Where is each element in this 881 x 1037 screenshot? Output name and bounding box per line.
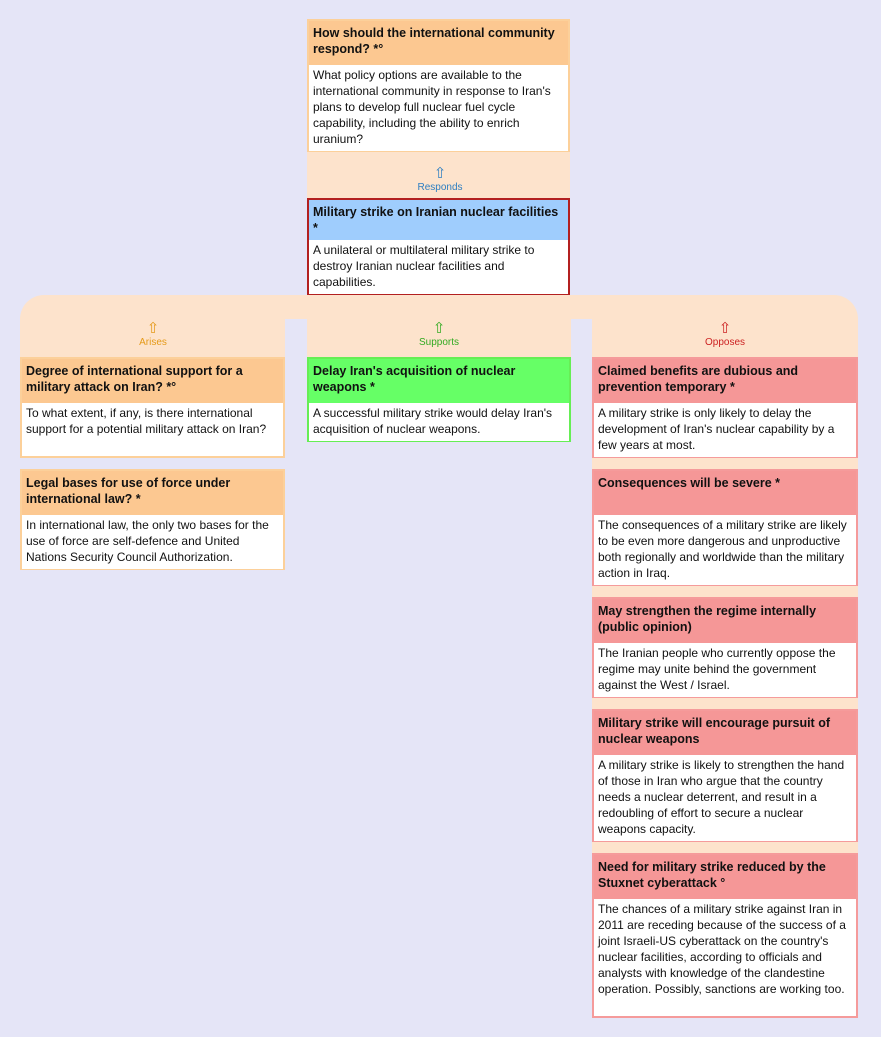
opposes-node-description: The consequences of a military strike are likely to be even more dangerous and unproductive both regionally and worldwide than the military action in Iraq.: [594, 515, 856, 585]
opposes-node-title: Military strike will encourage pursuit of nuclear weapons: [594, 711, 856, 755]
opposes-node-description: A military strike is only likely to delay the development of Iran's nuclear capability by a few years at most.: [594, 403, 856, 457]
root-question-title: How should the international community respond? *°: [309, 21, 568, 65]
responds-link: [390, 166, 490, 194]
up-arrow-icon: ⇧: [433, 165, 447, 182]
supports-label: Supports: [418, 337, 460, 348]
opposes-node-title: Need for military strike reduced by the Stuxnet cyberattack °: [594, 855, 856, 899]
opposes-node-title: Consequences will be severe *: [594, 471, 856, 515]
opposes-node[interactable]: [592, 597, 858, 698]
responds-label: Responds: [417, 182, 463, 193]
opposes-label: Opposes: [704, 337, 746, 348]
up-arrow-icon: ⇧: [146, 320, 160, 337]
up-arrow-icon: ⇧: [432, 320, 446, 337]
opposes-gap: [592, 456, 858, 470]
supports-node[interactable]: [307, 357, 571, 442]
arises-label: Arises: [139, 337, 167, 348]
opposes-node-title: May strengthen the regime internally (public opinion): [594, 599, 856, 643]
opposes-gap: [592, 584, 858, 598]
arises-node-description: In international law, the only two bases for the use of force are self-defence and United Nations Security Council Authorization.: [22, 515, 283, 569]
focus-title: Military strike on Iranian nuclear facilities *: [309, 200, 568, 240]
opposes-node[interactable]: [592, 853, 858, 1018]
branch-connector-band: [20, 295, 858, 319]
arises-link: [103, 321, 203, 349]
opposes-node-description: The chances of a military strike against Iran in 2011 are receding because of the success of a joint Israeli-US cyberattack on the country's nuclear facilities, according to officials and analysts with knowledge of the clandestine operation. Possibly, sanctions are working too.: [594, 899, 856, 1001]
opposes-node-description: The Iranian people who currently oppose the regime may unite behind the government against the West / Israel.: [594, 643, 856, 697]
arises-node-title: Legal bases for use of force under international law? *: [22, 471, 283, 515]
root-question-node[interactable]: [307, 19, 570, 152]
supports-node-title: Delay Iran's acquisition of nuclear weapons *: [309, 359, 569, 403]
arises-node[interactable]: [20, 469, 285, 570]
opposes-node-description: A military strike is likely to strengthen the hand of those in Iran who argue that the country needs a nuclear deterrent, and result in a redoubling of effort to secure a nuclear weapons capacity.: [594, 755, 856, 841]
supports-node-description: A successful military strike would delay Iran's acquisition of nuclear weapons.: [309, 403, 569, 441]
arises-node-description: To what extent, if any, is there international support for a potential military attack on Iran?: [22, 403, 283, 441]
opposes-node[interactable]: [592, 357, 858, 458]
arises-node[interactable]: [20, 357, 285, 458]
focus-description: A unilateral or multilateral military strike to destroy Iranian nuclear facilities and capabilities.: [309, 240, 568, 294]
opposes-node[interactable]: [592, 469, 858, 586]
opposes-node[interactable]: [592, 709, 858, 842]
opposes-node-title: Claimed benefits are dubious and prevention temporary *: [594, 359, 856, 403]
focus-node[interactable]: [307, 198, 570, 295]
opposes-link: [675, 321, 775, 349]
opposes-gap: [592, 840, 858, 854]
supports-link: [389, 321, 489, 349]
up-arrow-icon: ⇧: [718, 320, 732, 337]
root-question-description: What policy options are available to the international community in response to Iran's plans to develop full nuclear fuel cycle capability, including the ability to enrich uranium?: [309, 65, 568, 151]
arises-node-title: Degree of international support for a military attack on Iran? *°: [22, 359, 283, 403]
opposes-gap: [592, 696, 858, 710]
